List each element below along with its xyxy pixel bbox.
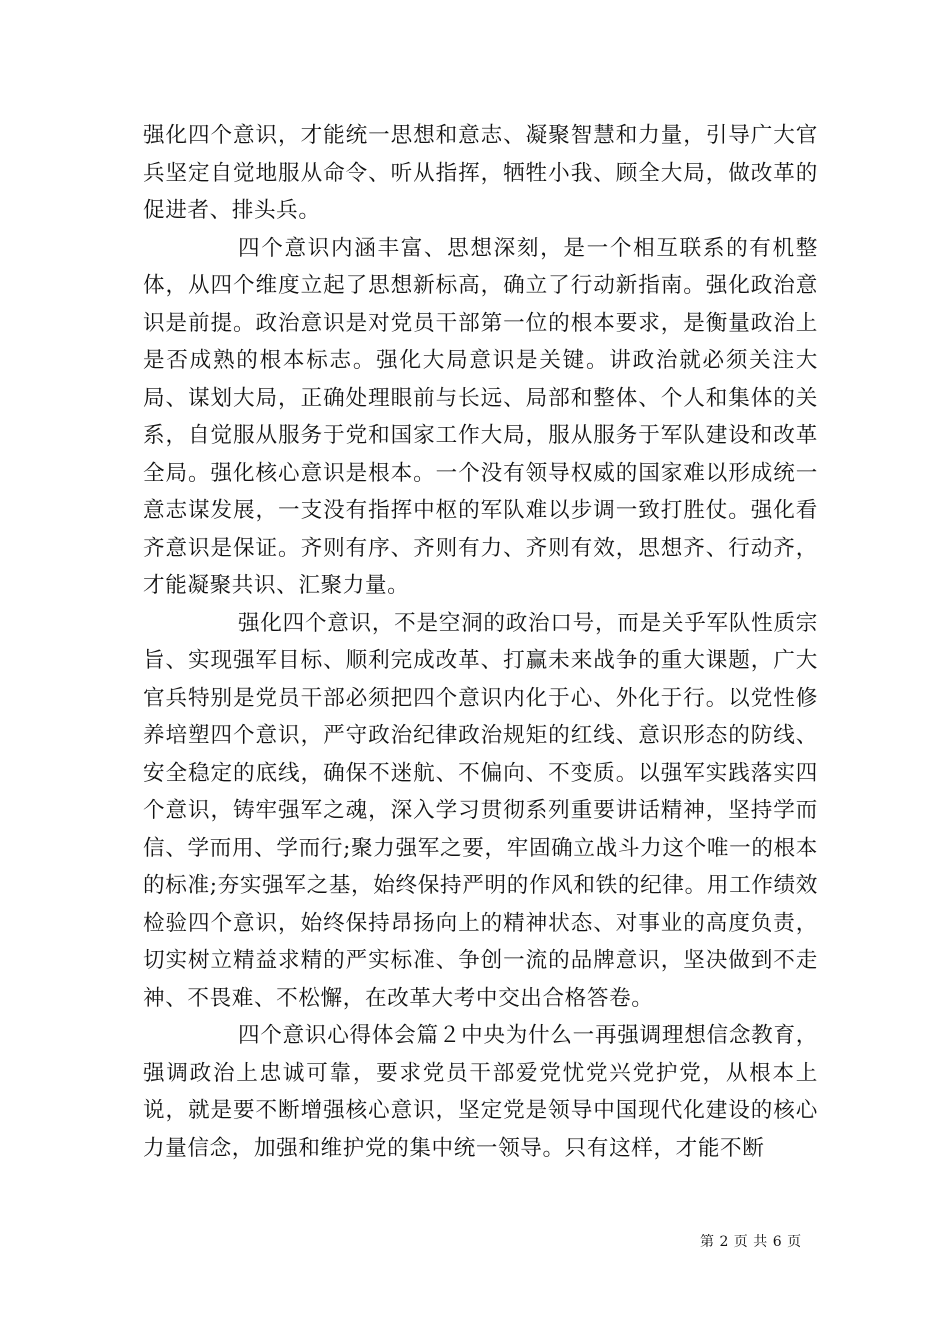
paragraph-3: 强化四个意识，不是空洞的政治口号，而是关乎军队性质宗旨、实现强军目标、顺利完成改革、打赢未来战争的重大课题，广大官兵特别是党员干部必须把四个意识内化于心、外化于行。以党性修养培塑四个意识，严守政治纪律政治规矩的红线、意识形态的防线、安全稳定的底线，确保不迷航、不偏向、不变质。以强军实践落实四个意识，铸牢强军之魂，深入学习贯彻系列重要讲话精神，坚持学而信、学而用、学而行;聚力强军之要，牢固确立战斗力这个唯一的根本的标准;夯实强军之基，始终保持严明的作风和铁的纪律。用工作绩效检验四个意识，始终保持昂扬向上的精神状态、对事业的高度负责，切实树立精益求精的严实标准、争创一流的品牌意识，坚决做到不走神、不畏难、不松懈，在改革大考中交出合格答卷。	[143, 610, 818, 1011]
page-number-footer: 第 2 页 共 6 页	[700, 1234, 802, 1250]
paragraph-1: 强化四个意识，才能统一思想和意志、凝聚智慧和力量，引导广大官兵坚定自觉地服从命令、听从指挥，牺牲小我、顾全大局，做改革的促进者、排头兵。	[143, 123, 818, 223]
paragraph-4: 四个意识心得体会篇２中央为什么一再强调理想信念教育，强调政治上忠诚可靠，要求党员干部爱党忧党兴党护党，从根本上说，就是要不断增强核心意识，坚定党是领导中国现代化建设的核心力量信念，加强和维护党的集中统一领导。只有这样，才能不断	[143, 1023, 818, 1161]
paragraph-2: 四个意识内涵丰富、思想深刻，是一个相互联系的有机整体，从四个维度立起了思想新标高，确立了行动新指南。强化政治意识是前提。政治意识是对党员干部第一位的根本要求，是衡量政治上是否成熟的根本标志。强化大局意识是关键。讲政治就必须关注大局、谋划大局，正确处理眼前与长远、局部和整体、个人和集体的关系，自觉服从服务于党和国家工作大局，服从服务于军队建设和改革全局。强化核心意识是根本。一个没有领导权威的国家难以形成统一意志谋发展，一支没有指挥中枢的军队难以步调一致打胜仗。强化看齐意识是保证。齐则有序、齐则有力、齐则有效，思想齐、行动齐，才能凝聚共识、汇聚力量。	[143, 235, 818, 598]
document-body	[143, 117, 818, 1167]
